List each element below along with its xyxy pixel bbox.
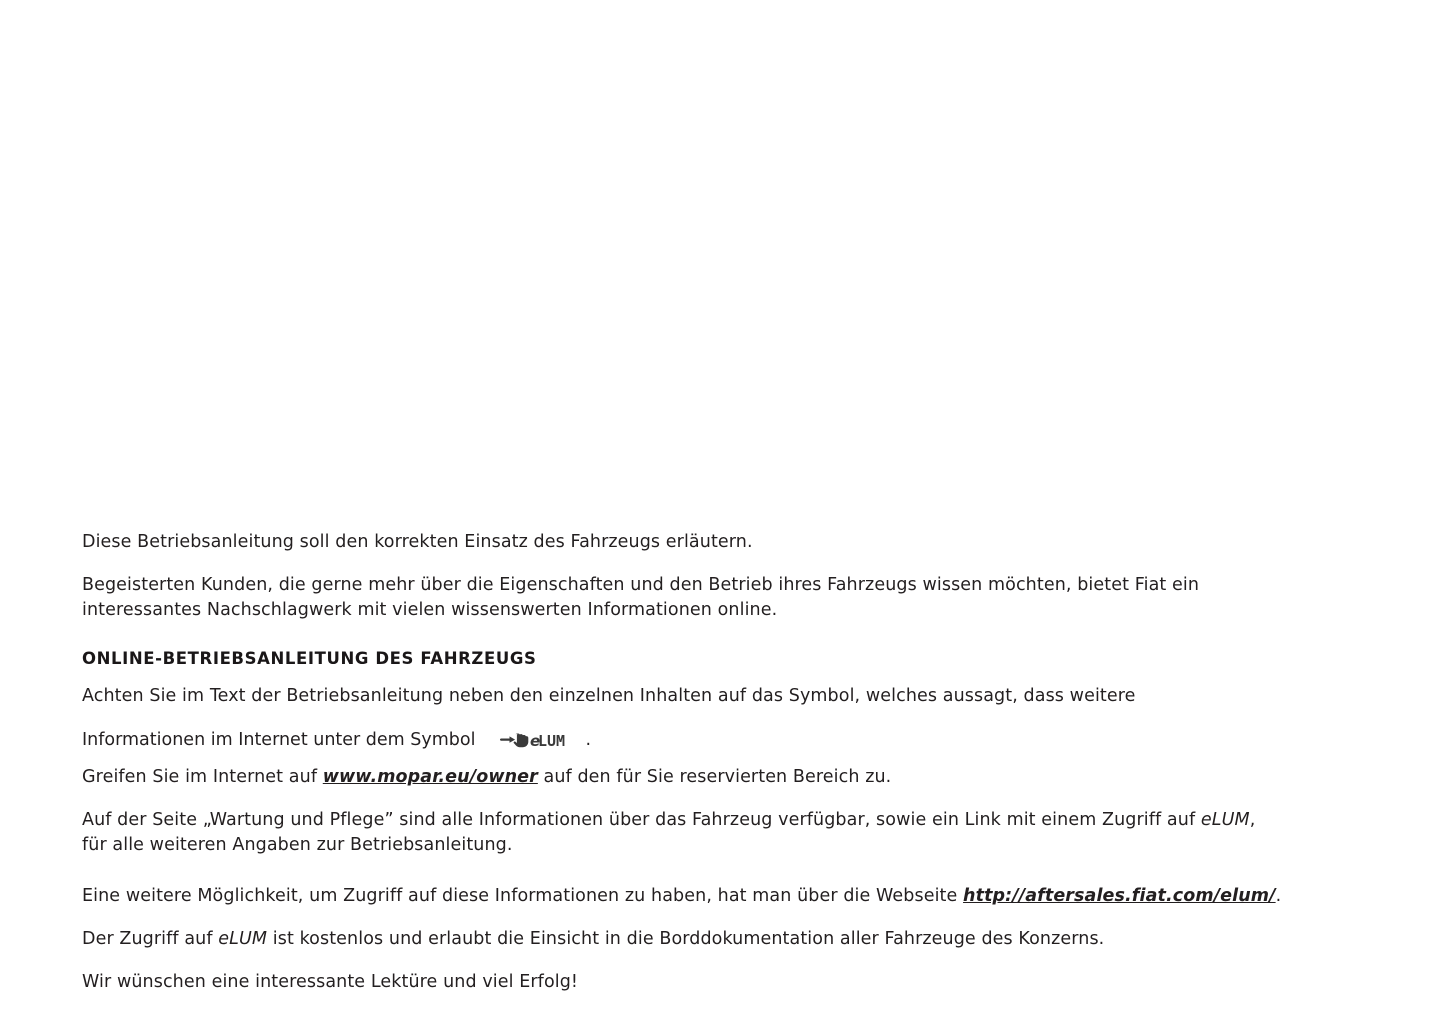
closing-paragraph: Wir wünschen eine interessante Lektüre und viel Erfolg!: [82, 972, 579, 993]
webseite-paragraph: [82, 884, 1282, 909]
mopar-prefix: Greifen Sie im Internet auf: [82, 767, 318, 788]
webseite-suffix: .: [1275, 886, 1282, 907]
intro-paragraph-1: Diese Betriebsanleitung soll den korrekten Einsatz des Fahrzeugs erläutern.: [82, 532, 753, 552]
webseite-prefix: Eine weitere Möglichkeit, um Zugriff auf diese Informationen zu haben, hat man über die Webseite: [82, 886, 958, 907]
intro-paragraph-2: Begeisterten Kunden, die gerne mehr über die Eigenschaften und den Betrieb ihres Fahrzeugs wissen möchten, bietet Fiat ein interessantes Nachschlagwerk mit vielen wissenswerten Informationen online.: [82, 575, 1200, 621]
section-heading-online-manual: ONLINE-BETRIEBSANLEITUNG DES FAHRZEUGS: [82, 649, 537, 669]
symbol-intro-paragraph: Achten Sie im Text der Betriebsanleitung neben den einzelnen Inhalten auf das Symbol, welches aussagt, dass weitere: [82, 686, 1136, 707]
mopar-link[interactable]: www.mopar.eu/owner: [322, 767, 538, 788]
wartung-paragraph: [82, 808, 1282, 858]
svg-text:e: e: [529, 732, 540, 751]
mopar-suffix: auf den für Sie reservierten Bereich zu.: [543, 767, 892, 788]
zugriff-elum-emphasis: eLUM: [218, 929, 268, 950]
wartung-part1: Auf der Seite „Wartung und Pflege” sind alle Informationen über das Fahrzeug verfügbar, sowie ein Link mit einem Zugriff auf: [82, 810, 1201, 831]
document-content: [82, 530, 1282, 1013]
zugriff-paragraph: [82, 927, 1282, 952]
symbol-line-suffix: .: [585, 729, 592, 750]
svg-text:LUM: LUM: [537, 732, 565, 751]
zugriff-prefix: Der Zugriff auf: [82, 929, 219, 950]
zugriff-suffix: ist kostenlos und erlaubt die Einsicht in die Borddokumentation aller Fahrzeuge des Konzerns.: [267, 929, 1105, 950]
symbol-line-prefix: Informationen im Internet unter dem Symbol: [82, 729, 476, 750]
aftersales-link[interactable]: http://aftersales.fiat.com/elum/: [963, 886, 1276, 907]
elum-hand-pointer-icon: [498, 726, 574, 752]
wartung-elum-emphasis: eLUM: [1200, 810, 1250, 831]
symbol-line: [82, 727, 1282, 753]
mopar-paragraph: [82, 765, 1282, 790]
wartung-part2: , für alle weiteren Angaben zur Betriebsanleitung.: [82, 810, 1256, 856]
